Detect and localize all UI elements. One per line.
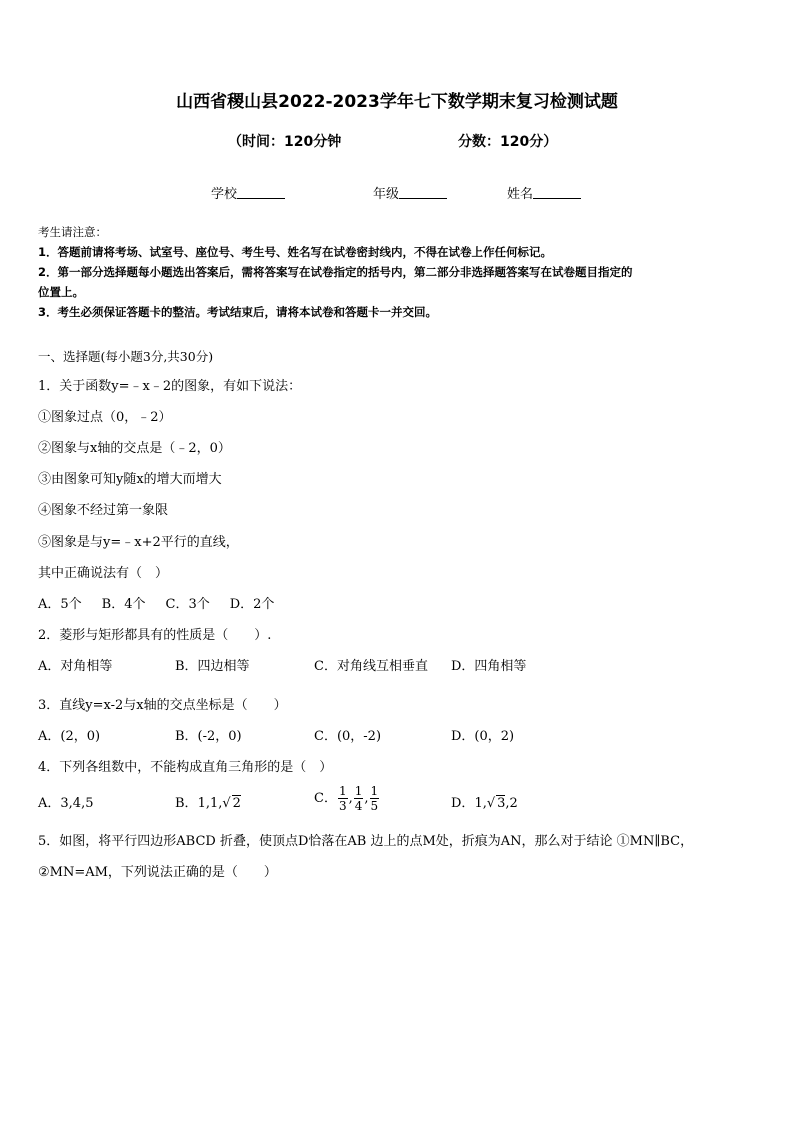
- notice-item: 1．答题前请将考场、试室号、座位号、考生号、姓名写在试卷密封线内，不得在试卷上作任何标记。: [38, 245, 552, 259]
- option-c-label: C．: [314, 791, 337, 806]
- option-d-label: D．: [451, 796, 475, 811]
- exam-time: （时间：120分钟: [228, 134, 342, 150]
- sqrt-radicand: 2: [232, 796, 241, 811]
- question-5-line1: 5．如图，将平行四边形ABCD 折叠，使顶点D恰落在AB 边上的点M处，折痕为AN，那么对于结论 ①MN∥BC，: [38, 834, 694, 849]
- sqrt-radicand: 3: [497, 796, 506, 811]
- option-c: C．对角线互相垂直: [314, 659, 428, 674]
- notice-block: [38, 222, 758, 322]
- question-4-stem: 4．下列各组数中，不能构成直角三角形的是（ ）: [38, 760, 333, 775]
- option-b-label: B．: [175, 796, 198, 811]
- option-b-text: 1,1,: [197, 796, 223, 811]
- option-b: [175, 792, 241, 811]
- option-a: A．对角相等: [38, 659, 113, 674]
- question-3-stem: 3．直线y=x-2与x轴的交点坐标是（ ）: [38, 698, 287, 713]
- option-d: D．2个: [229, 597, 275, 612]
- option-d: D．(0，2): [451, 729, 515, 744]
- name-label: 姓名: [507, 187, 534, 202]
- sqrt-symbol: √: [486, 796, 496, 811]
- fraction-numerator: 1: [370, 784, 379, 798]
- option-b: B．四边相等: [175, 659, 250, 674]
- option-b: B．4个: [101, 597, 146, 612]
- exam-title: 山西省稷山县2022-2023学年七下数学期末复习检测试题: [176, 92, 618, 112]
- grade-blank: [399, 186, 447, 199]
- fraction-numerator: 1: [338, 784, 347, 798]
- question-2-stem: 2．菱形与矩形都具有的性质是（ ）.: [38, 628, 272, 643]
- option-d-text: 1,: [474, 796, 487, 811]
- q1-options: [38, 593, 274, 612]
- option-d: [451, 792, 518, 811]
- question-5-line2: ②MN=AM，下列说法正确的是（ ）: [38, 865, 277, 880]
- school-label: 学校: [211, 187, 238, 202]
- q4-options: [38, 782, 758, 822]
- fraction: [354, 784, 364, 813]
- notice-item: 位置上。: [38, 285, 84, 299]
- section-title: 一、选择题(每小题3分,共30分): [38, 349, 214, 364]
- fraction-numerator: 1: [354, 784, 363, 798]
- fraction-denominator: 4: [354, 799, 363, 813]
- school-blank: [237, 186, 285, 199]
- option-b: B．(-2，0): [175, 729, 242, 744]
- q1-ask: 其中正确说法有（ ）: [38, 566, 169, 581]
- grade-label: 年级: [373, 187, 400, 202]
- fraction: [370, 784, 380, 813]
- notice-item: 3．考生必须保证答题卡的整洁。考试结束后，请将本试卷和答题卡一并交回。: [38, 305, 437, 319]
- grade-field: [373, 183, 447, 202]
- option-c: C． $\frac{1}{3}$ , $\frac{1}{4}$ , $\frac{1}{5}$: [314, 784, 379, 813]
- option-a: A．(2，0): [38, 729, 101, 744]
- q1-statement: ①图象过点（0，﹣2）: [38, 410, 172, 425]
- option-c: C．3个: [165, 597, 210, 612]
- name-blank: [533, 186, 581, 199]
- sqrt-symbol: √: [222, 796, 231, 811]
- option-d-tail: ,2: [505, 796, 518, 811]
- q1-statement: ④图象不经过第一象限: [38, 503, 169, 518]
- q1-statement: ②图象与x轴的交点是（﹣2，0）: [38, 441, 231, 456]
- fraction-denominator: 3: [338, 799, 347, 813]
- name-field: [507, 183, 581, 202]
- fraction-denominator: 5: [370, 799, 379, 813]
- school-field: [211, 183, 285, 202]
- question-1-stem: 1．关于函数y=﹣x﹣2的图象，有如下说法：: [38, 379, 302, 394]
- exam-score: 分数：120分）: [458, 134, 558, 150]
- fraction: [338, 784, 348, 813]
- option-c: C．(0，-2): [314, 729, 382, 744]
- option-a: A．5个: [38, 597, 82, 612]
- q1-statement: ③由图象可知y随x的增大而增大: [38, 472, 222, 487]
- option-a: A．3,4,5: [38, 796, 94, 811]
- option-d: D．四角相等: [451, 659, 527, 674]
- notice-item: 2．第一部分选择题每小题选出答案后，需将答案写在试卷指定的括号内，第二部分非选择题答案写在试卷题目指定的: [38, 265, 633, 279]
- notice-heading: 考生请注意：: [38, 225, 107, 239]
- q1-statement: ⑤图象是与y=﹣x+2平行的直线，: [38, 535, 239, 550]
